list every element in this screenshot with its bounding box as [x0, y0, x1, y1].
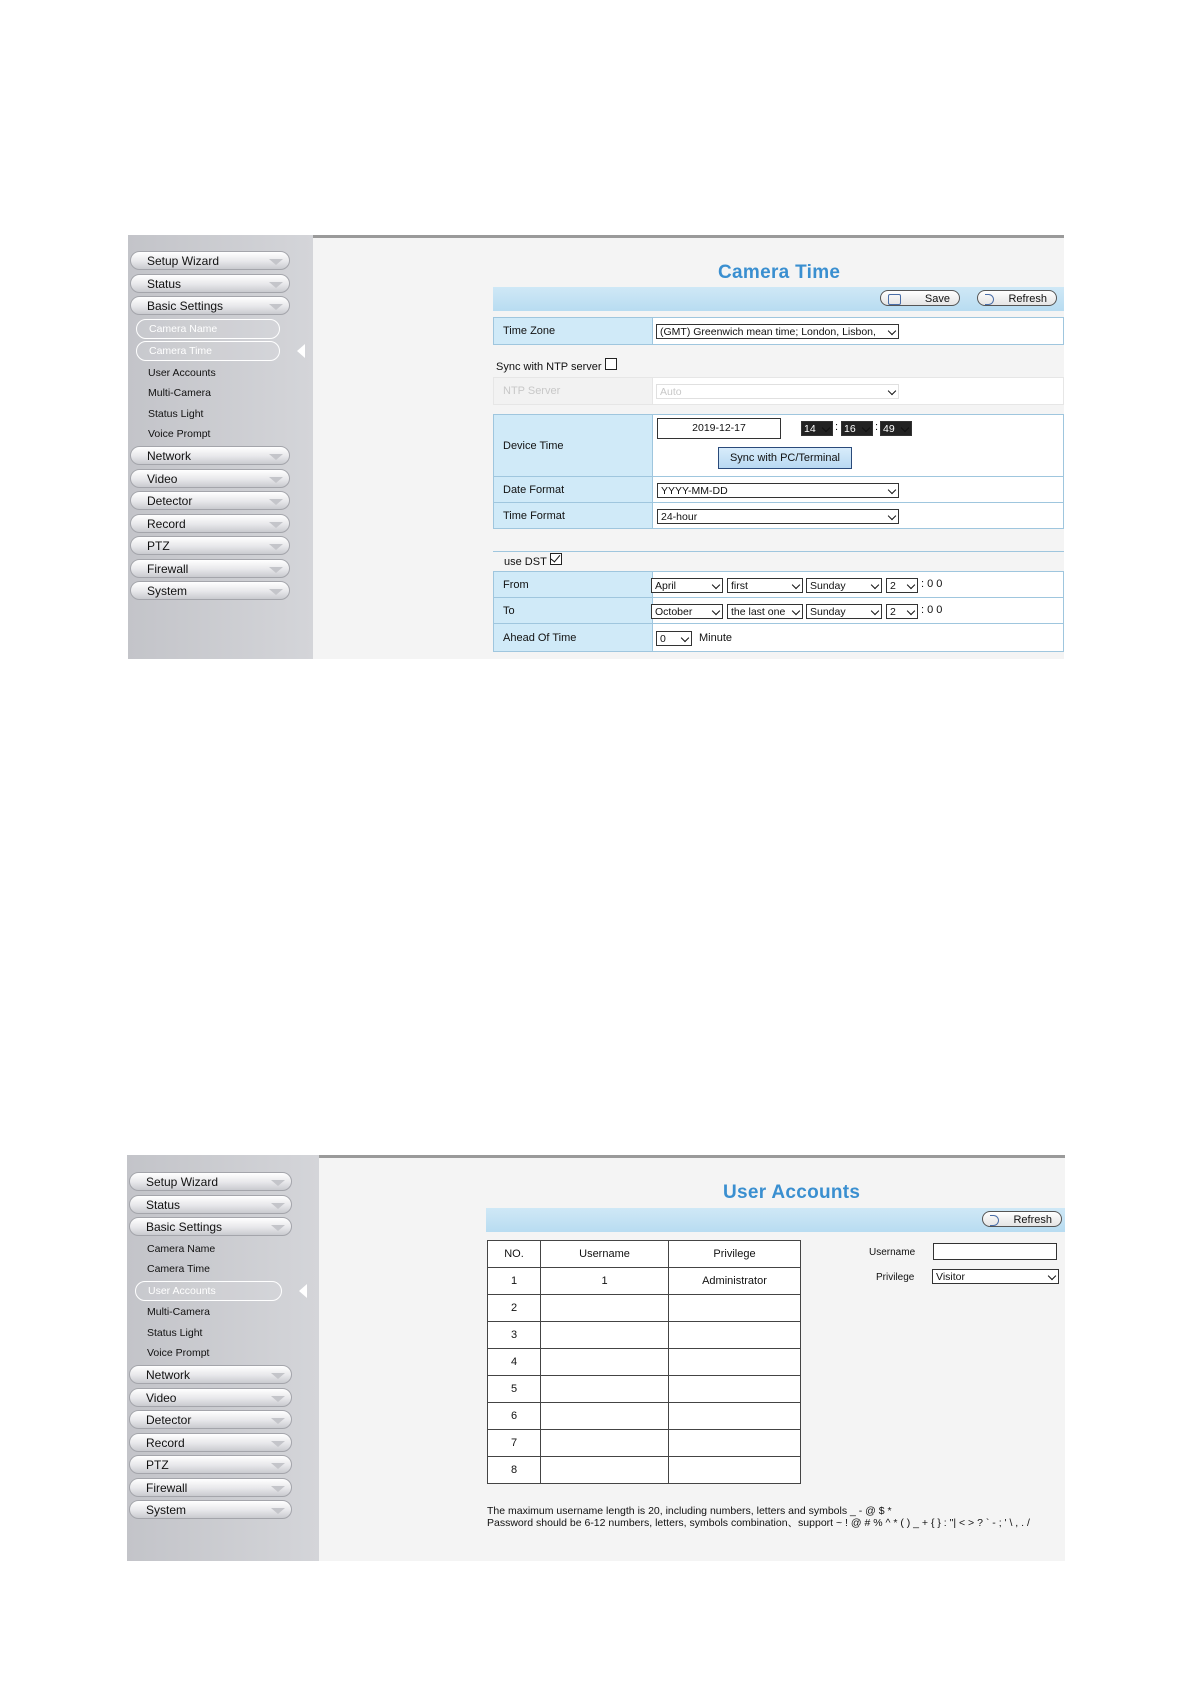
- menu-system[interactable]: System: [130, 581, 290, 600]
- date-format-select[interactable]: YYYY-MM-DD: [657, 483, 899, 498]
- table-cell-no: 6: [488, 1403, 541, 1430]
- chevron-down-icon: [271, 1396, 285, 1402]
- from-hour-select[interactable]: 2: [886, 578, 918, 593]
- table-cell-username: [541, 1349, 669, 1376]
- ntp-server-row: [493, 377, 1064, 405]
- username-label: Username: [869, 1247, 916, 1258]
- table-row[interactable]: [488, 1430, 801, 1457]
- menu-network[interactable]: Network: [130, 446, 290, 465]
- table-cell-no: 2: [488, 1295, 541, 1322]
- chevron-down-icon: [271, 1463, 285, 1469]
- chevron-down-icon: [269, 589, 283, 595]
- header-username: Username: [541, 1241, 669, 1268]
- time-format-label: Time Format: [494, 503, 653, 528]
- to-day-select[interactable]: Sunday: [806, 604, 882, 619]
- time-zone-label: Time Zone: [494, 318, 653, 344]
- submenu-camera-name[interactable]: Camera Name: [136, 319, 280, 339]
- dst-to-label: To: [494, 598, 653, 623]
- device-time-row: [493, 414, 1064, 477]
- menu-setup-wizard[interactable]: Setup Wizard: [129, 1172, 292, 1191]
- page-title: Camera Time: [718, 262, 841, 283]
- table-row[interactable]: [488, 1322, 801, 1349]
- table-body: [488, 1268, 801, 1484]
- menu-network[interactable]: Network: [129, 1365, 292, 1384]
- ntp-sync-checkbox[interactable]: [605, 358, 617, 370]
- table-cell-username: 1: [541, 1268, 669, 1295]
- table-cell-no: 7: [488, 1430, 541, 1457]
- privilege-select[interactable]: Visitor: [932, 1269, 1059, 1284]
- refresh-icon: [985, 294, 994, 305]
- table-cell-privilege: [669, 1430, 801, 1457]
- chevron-down-icon: [271, 1203, 285, 1209]
- ntp-server-select[interactable]: Auto: [656, 384, 899, 399]
- date-format-row: [493, 476, 1064, 503]
- to-hour-select[interactable]: 2: [886, 604, 918, 619]
- chevron-down-icon: [271, 1486, 285, 1492]
- chevron-down-icon: [271, 1441, 285, 1447]
- table-row[interactable]: [488, 1376, 801, 1403]
- submenu-multi-camera[interactable]: Multi-Camera: [147, 1306, 211, 1319]
- sync-pc-button[interactable]: Sync with PC/Terminal: [718, 447, 852, 469]
- second-select[interactable]: 49: [880, 421, 912, 436]
- active-pointer-icon: [297, 344, 305, 358]
- table-cell-privilege: [669, 1403, 801, 1430]
- submenu-camera-time[interactable]: Camera Time: [147, 1263, 211, 1276]
- device-date-input[interactable]: 2019-12-17: [657, 418, 781, 439]
- table-cell-privilege: Administrator: [669, 1268, 801, 1295]
- table-cell-username: [541, 1457, 669, 1484]
- chevron-down-icon: [271, 1418, 285, 1424]
- password-rule-note: Password should be 6-12 numbers, letters, symbols combination、support ~ ! @ # % ^ * ( ) _ + { } : "| < > ? ` - ; ' \ , . /: [487, 1517, 1030, 1529]
- table-cell-privilege: [669, 1376, 801, 1403]
- ntp-sync-option: Sync with NTP server: [496, 358, 617, 373]
- username-rule-note: The maximum username length is 20, including numbers, letters and symbols _ - @ $ *: [487, 1505, 892, 1517]
- submenu-camera-time[interactable]: Camera Time: [136, 341, 280, 361]
- save-icon: [888, 294, 901, 305]
- chevron-down-icon: [269, 259, 283, 265]
- sidebar-menu: [130, 251, 290, 604]
- menu-basic-settings[interactable]: Basic Settings: [129, 1217, 292, 1236]
- menu-setup-wizard[interactable]: Setup Wizard: [130, 251, 290, 270]
- table-cell-username: [541, 1376, 669, 1403]
- chevron-down-icon: [271, 1508, 285, 1514]
- user-accounts-table: [487, 1240, 801, 1484]
- submenu-status-light[interactable]: Status Light: [147, 1326, 203, 1339]
- table-row[interactable]: [488, 1349, 801, 1376]
- device-time-label: Device Time: [494, 415, 653, 476]
- time-format-select[interactable]: 24-hour: [657, 509, 899, 524]
- chevron-down-icon: [269, 282, 283, 288]
- menu-status[interactable]: Status: [130, 274, 290, 293]
- to-month-select[interactable]: October: [651, 604, 723, 619]
- ahead-of-time-row: [493, 623, 1064, 652]
- menu-firewall[interactable]: Firewall: [129, 1478, 292, 1497]
- ntp-server-label: NTP Server: [494, 378, 653, 404]
- menu-ptz[interactable]: PTZ: [130, 536, 290, 555]
- table-cell-username: [541, 1430, 669, 1457]
- submenu-user-accounts[interactable]: User Accounts: [135, 1281, 282, 1301]
- date-format-label: Date Format: [494, 477, 653, 502]
- table-cell-username: [541, 1403, 669, 1430]
- submenu-status-light[interactable]: Status Light: [148, 407, 204, 420]
- submenu-user-accounts[interactable]: User Accounts: [148, 366, 216, 379]
- menu-record[interactable]: Record: [130, 514, 290, 533]
- table-row[interactable]: [488, 1268, 801, 1295]
- separator: [493, 551, 1064, 552]
- menu-ptz[interactable]: PTZ: [129, 1455, 292, 1474]
- chevron-down-icon: [269, 567, 283, 573]
- top-border: [319, 1155, 1065, 1158]
- to-week-select[interactable]: the last one: [727, 604, 803, 619]
- minute-colon: :: [875, 421, 879, 433]
- use-dst-option: use DST: [504, 553, 562, 568]
- refresh-button[interactable]: Refresh: [982, 1211, 1062, 1227]
- menu-video[interactable]: Video: [129, 1388, 292, 1407]
- username-input[interactable]: [933, 1243, 1057, 1260]
- table-cell-no: 1: [488, 1268, 541, 1295]
- page-title: User Accounts: [723, 1182, 861, 1203]
- dst-from-label: From: [494, 572, 653, 597]
- sidebar-menu: [129, 1172, 292, 1523]
- minute-select[interactable]: 16: [841, 421, 873, 436]
- table-row[interactable]: [488, 1295, 801, 1322]
- refresh-button[interactable]: Refresh: [977, 290, 1057, 306]
- from-time-suffix: : 0 0: [921, 578, 943, 590]
- menu-record[interactable]: Record: [129, 1433, 292, 1452]
- ahead-of-time-label: Ahead Of Time: [494, 624, 653, 651]
- table-cell-no: 3: [488, 1322, 541, 1349]
- table-cell-privilege: [669, 1322, 801, 1349]
- submenu-multi-camera[interactable]: Multi-Camera: [148, 387, 212, 400]
- hour-select[interactable]: 14: [801, 421, 833, 436]
- table-cell-privilege: [669, 1295, 801, 1322]
- table-cell-no: 5: [488, 1376, 541, 1403]
- table-row[interactable]: [488, 1403, 801, 1430]
- time-zone-select[interactable]: (GMT) Greenwich mean time; London, Lisbon,: [656, 324, 899, 339]
- menu-firewall[interactable]: Firewall: [130, 559, 290, 578]
- minute-unit-label: Minute: [699, 632, 733, 644]
- menu-status[interactable]: Status: [129, 1195, 292, 1214]
- table-cell-username: [541, 1322, 669, 1349]
- active-pointer-icon: [299, 1284, 307, 1298]
- menu-detector[interactable]: Detector: [129, 1410, 292, 1429]
- dst-to-row: [493, 597, 1064, 624]
- sidebar: [128, 235, 313, 659]
- chevron-down-icon: [271, 1180, 285, 1186]
- chevron-down-icon: [271, 1225, 285, 1231]
- submenu-camera-name[interactable]: Camera Name: [147, 1242, 216, 1255]
- ahead-of-time-select[interactable]: 0: [656, 631, 692, 646]
- refresh-icon: [990, 1215, 999, 1226]
- chevron-down-icon: [269, 477, 283, 483]
- chevron-down-icon: [269, 544, 283, 550]
- header-privilege: Privilege: [669, 1241, 801, 1268]
- submenu-voice-prompt[interactable]: Voice Prompt: [148, 428, 211, 441]
- use-dst-checkbox[interactable]: [550, 553, 562, 565]
- toolbar: [486, 1208, 1065, 1232]
- sidebar: [127, 1155, 319, 1561]
- menu-detector[interactable]: Detector: [130, 491, 290, 510]
- time-zone-row: [493, 317, 1064, 345]
- table-cell-no: 8: [488, 1457, 541, 1484]
- menu-video[interactable]: Video: [130, 469, 290, 488]
- hour-colon: :: [835, 421, 839, 433]
- camera-time-screenshot: [128, 235, 1064, 659]
- from-month-select[interactable]: April: [651, 578, 723, 593]
- to-time-suffix: : 0 0: [921, 604, 943, 616]
- submenu-voice-prompt[interactable]: Voice Prompt: [147, 1347, 210, 1360]
- table-cell-privilege: [669, 1457, 801, 1484]
- user-accounts-screenshot: [127, 1155, 1065, 1561]
- from-week-select[interactable]: first: [727, 578, 803, 593]
- chevron-down-icon: [269, 522, 283, 528]
- chevron-down-icon: [271, 1373, 285, 1379]
- menu-basic-settings[interactable]: Basic Settings: [130, 296, 290, 315]
- table-cell-username: [541, 1295, 669, 1322]
- save-button[interactable]: Save: [880, 290, 960, 306]
- chevron-down-icon: [269, 499, 283, 505]
- header-no: NO.: [488, 1241, 541, 1268]
- menu-system[interactable]: System: [129, 1500, 292, 1519]
- table-cell-no: 4: [488, 1349, 541, 1376]
- chevron-down-icon: [269, 454, 283, 460]
- table-cell-privilege: [669, 1349, 801, 1376]
- privilege-label: Privilege: [876, 1272, 915, 1283]
- toolbar: [493, 287, 1064, 311]
- top-border: [313, 235, 1064, 238]
- dst-from-row: [493, 571, 1064, 598]
- table-row[interactable]: [488, 1457, 801, 1484]
- from-day-select[interactable]: Sunday: [806, 578, 882, 593]
- time-format-row: [493, 502, 1064, 529]
- table-header-row: [488, 1241, 801, 1268]
- chevron-down-icon: [269, 304, 283, 310]
